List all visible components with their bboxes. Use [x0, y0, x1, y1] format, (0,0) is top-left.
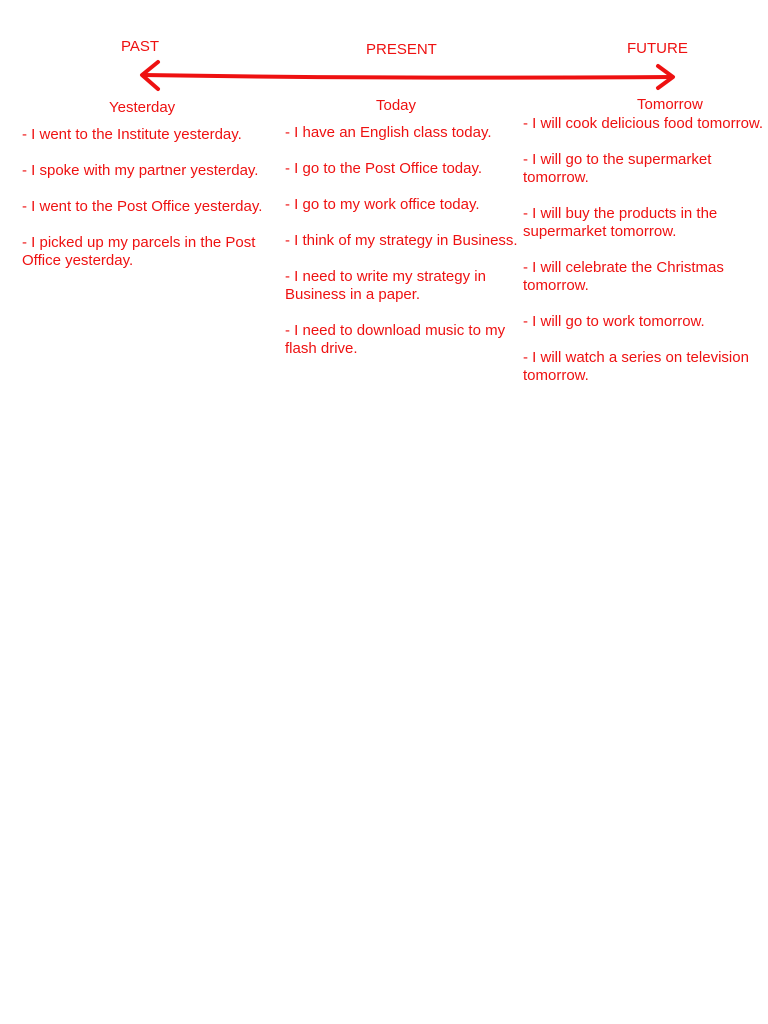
- present-label: PRESENT: [366, 41, 437, 58]
- future-sentence: - I will buy the products in the supermarket tomorrow.: [523, 205, 718, 240]
- future-sentence: - I will go to the supermarket tomorrow.: [523, 151, 712, 186]
- present-sentence: - I need to download music to my flash drive.: [285, 322, 506, 357]
- present-sentence: - I go to the Post Office today.: [285, 160, 483, 177]
- future-sentence: - I will celebrate the Christmas tomorrow.: [523, 259, 724, 294]
- future-sentence-list: [523, 115, 768, 403]
- future-sentence: - I will watch a series on television tomorrow.: [523, 349, 749, 384]
- future-sentence: - I will cook delicious food tomorrow.: [523, 115, 764, 132]
- present-sentence: - I have an English class today.: [285, 124, 492, 141]
- past-sentence: - I spoke with my partner yesterday.: [22, 162, 259, 179]
- past-sentence-list: [22, 126, 272, 288]
- future-label: FUTURE: [627, 40, 688, 57]
- past-heading: Yesterday: [109, 99, 176, 116]
- future-sentence: - I will go to work tomorrow.: [523, 313, 705, 330]
- present-sentence-list: [285, 124, 525, 376]
- present-sentence: - I go to my work office today.: [285, 196, 480, 213]
- present-heading: Today: [376, 97, 417, 114]
- timeline-line: [143, 75, 672, 78]
- timeline-arrow: [0, 0, 768, 110]
- past-label: PAST: [121, 38, 160, 55]
- past-sentence: - I picked up my parcels in the Post Office yesterday.: [22, 234, 256, 269]
- past-sentence: - I went to the Post Office yesterday.: [22, 198, 263, 215]
- future-heading: Tomorrow: [637, 96, 703, 113]
- present-sentence: - I need to write my strategy in Business in a paper.: [285, 268, 486, 303]
- present-sentence: - I think of my strategy in Business.: [285, 232, 518, 249]
- past-sentence: - I went to the Institute yesterday.: [22, 126, 242, 143]
